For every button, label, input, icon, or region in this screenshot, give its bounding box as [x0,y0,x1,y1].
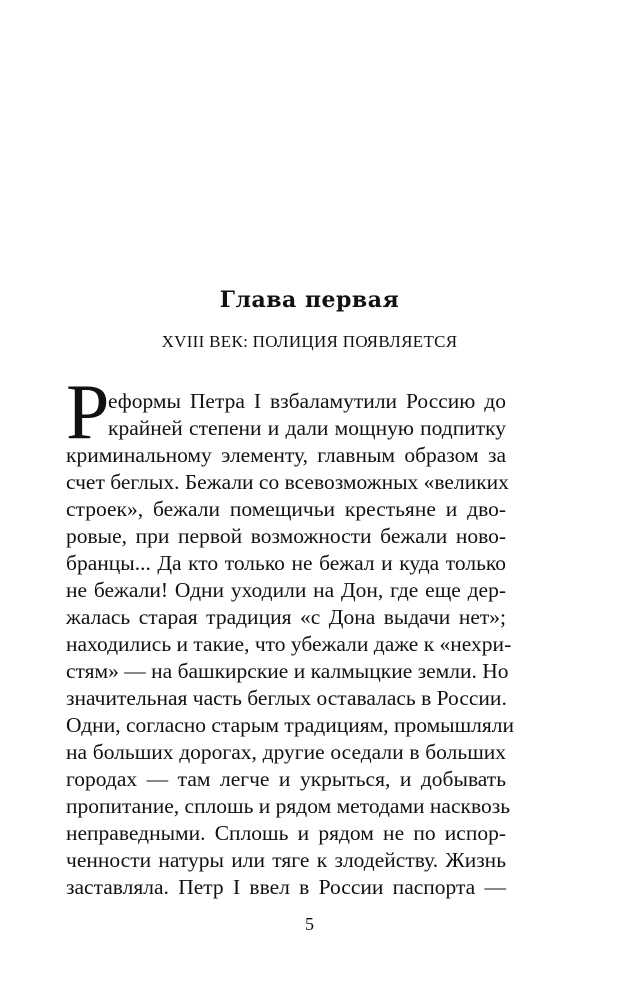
page-number: 5 [305,914,314,934]
body-text [66,368,515,899]
chapter-subtitle: XVIII ВЕК: ПОЛИЦИЯ ПОЯВЛЯЕТСЯ [161,332,458,351]
text-line: стям» — на башкирские и калмыцкие земли. Но [66,659,509,683]
text-line: криминальному элементу, главным образом за [66,443,506,467]
text-line: значительная часть беглых оставалась в России. [66,686,507,710]
text-line: строек», бежали помещичьи крестьяне и дво- [66,497,506,521]
text-line: крайней степени и дали мощную подпитку [108,416,506,440]
text-line: ченности натуры или тяге к злодейству. Жизнь [66,848,506,872]
text-line: находились и такие, что убежали даже к «нехри- [66,632,512,656]
text-line: не бежали! Одни уходили на Дон, где еще дер- [66,578,506,602]
text-line: ровые, при первой возможности бежали ново- [66,524,506,548]
text-line: пропитание, сплошь и рядом методами насквозь [66,794,511,818]
text-line: на больших дорогах, другие оседали в больших [66,740,506,764]
chapter-title: Глава первая [219,287,400,313]
text-line: счет беглых. Бежали со всевозможных «великих [66,470,509,494]
text-line: городах — там легче и укрыться, и добывать [66,767,506,791]
drop-cap: Р [66,368,110,455]
text-line: неправедными. Сплошь и рядом не по испор- [66,821,506,845]
text-line: еформы Петра I взбаламутили Россию до [108,389,506,413]
text-line: жалась старая традиция «с Дона выдачи нет»; [66,605,506,629]
text-line: бранцы... Да кто только не бежал и куда только [66,551,506,575]
text-line: Одни, согласно старым традициям, промышляли [66,713,515,737]
text-line: заставляла. Петр I ввел в России паспорта — [66,875,506,899]
